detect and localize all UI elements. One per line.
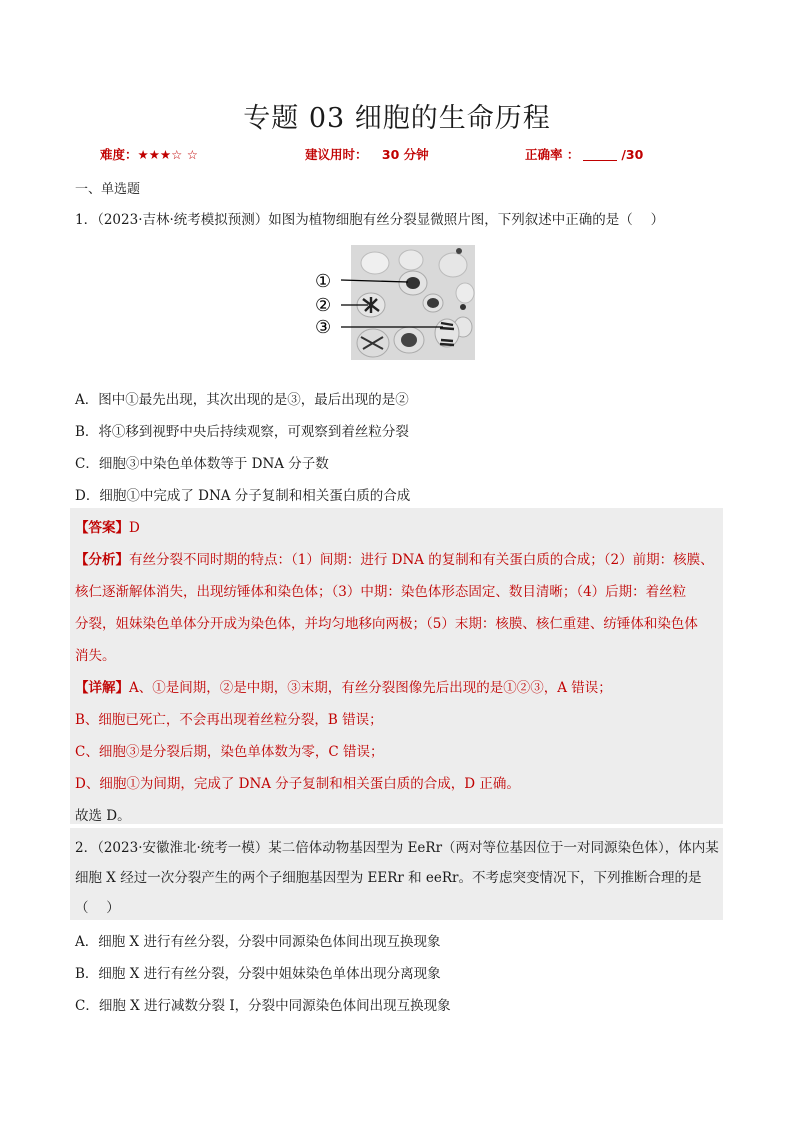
time-meta (305, 145, 429, 163)
detail-tag: 【详解】 (75, 680, 129, 696)
accuracy-blank (583, 148, 617, 161)
q1-analysis-line-2: 核仁逐渐解体消失，出现纺锤体和染色体；（3）中期：染色体形态固定、数目清晰；（4）后期：着丝粒 (75, 584, 687, 600)
time-label: 建议用时： (305, 147, 368, 162)
q2-stem-line-2: 细胞 X 经过一次分裂产生的两个子细胞基因型为 EERr 和 eeRr。不考虑突变情况下，下列推断合理的是 (75, 870, 702, 886)
figure-label-1: ① (315, 271, 332, 292)
q1-option-c: C．细胞③中染色单体数等于 DNA 分子数 (75, 456, 329, 472)
page-title: 专题 03 细胞的生命历程 (243, 103, 551, 134)
q2-option-b: B．细胞 X 进行有丝分裂，分裂中姐妹染色单体出现分离现象 (75, 966, 441, 982)
q2-option-c: C．细胞 X 进行减数分裂 I，分裂中同源染色体间出现互换现象 (75, 998, 451, 1014)
q1-stem: 1．（2023·吉林·统考模拟预测）如图为植物细胞有丝分裂显微照片图，下列叙述中正确的是（ ） (75, 212, 665, 228)
q1-detail-line-2: B、细胞已死亡，不会再出现着丝粒分裂，B 错误； (75, 712, 383, 728)
q1-analysis-line-4: 消失。 (75, 648, 116, 664)
q1-option-b: B．将①移到视野中央后持续观察，可观察到着丝粒分裂 (75, 424, 409, 440)
analysis-tag: 【分析】 (75, 552, 129, 568)
cell-1-nucleus (406, 277, 420, 289)
time-value: 30 分钟 (381, 147, 429, 162)
accuracy-total: /30 (621, 147, 644, 162)
q1-analysis-line-1: 【分析】有丝分裂不同时期的特点：（1）间期：进行 DNA 的复制和有关蛋白质的合成；（2）前期：核膜、 (75, 552, 714, 568)
q1-option-a: A．图中①最先出现，其次出现的是③，最后出现的是② (75, 392, 409, 408)
q1-detail-line-4: D、细胞①为间期，完成了 DNA 分子复制和相关蛋白质的合成，D 正确。 (75, 776, 520, 792)
figure-label-2: ② (315, 295, 332, 316)
q2-stem-line-3: （ ） (75, 900, 120, 916)
q1-answer (75, 516, 140, 536)
figure-label-3: ③ (315, 317, 332, 338)
accuracy-meta (525, 145, 643, 163)
mitosis-micrograph (313, 245, 475, 360)
q1-conclusion: 故选 D。 (75, 808, 131, 824)
q2-stem-line-1: 2．（2023·安徽淮北·统考一模）某二倍体动物基因型为 EeRr（两对等位基因位于一对同源染色体），体内某 (75, 840, 719, 856)
difficulty-label: 难度： (100, 147, 138, 162)
difficulty-meta (100, 145, 198, 163)
q1-detail-line-1: 【详解】A、①是间期，②是中期，③末期，有丝分裂图像先后出现的是①②③，A 错误； (75, 680, 612, 696)
q1-detail-line-3: C、细胞③是分裂后期，染色单体数为零，C 错误； (75, 744, 384, 760)
accuracy-label: 正确率 ： (525, 147, 580, 162)
q1-option-d: D．细胞①中完成了 DNA 分子复制和相关蛋白质的合成 (75, 488, 411, 504)
section-title: 一、单选题 (75, 182, 141, 197)
q1-analysis-line-3: 分裂，姐妹染色单体分开成为染色体，并均匀地移向两极；（5）末期：核膜、核仁重建、纺锤体和染色体 (75, 616, 698, 632)
answer-tag: 【答案】 (75, 520, 129, 536)
q2-option-a: A．细胞 X 进行有丝分裂，分裂中同源染色体间出现互换现象 (75, 934, 441, 950)
difficulty-stars: ★★★☆ ☆ (137, 147, 198, 162)
answer-value: D (129, 520, 140, 536)
